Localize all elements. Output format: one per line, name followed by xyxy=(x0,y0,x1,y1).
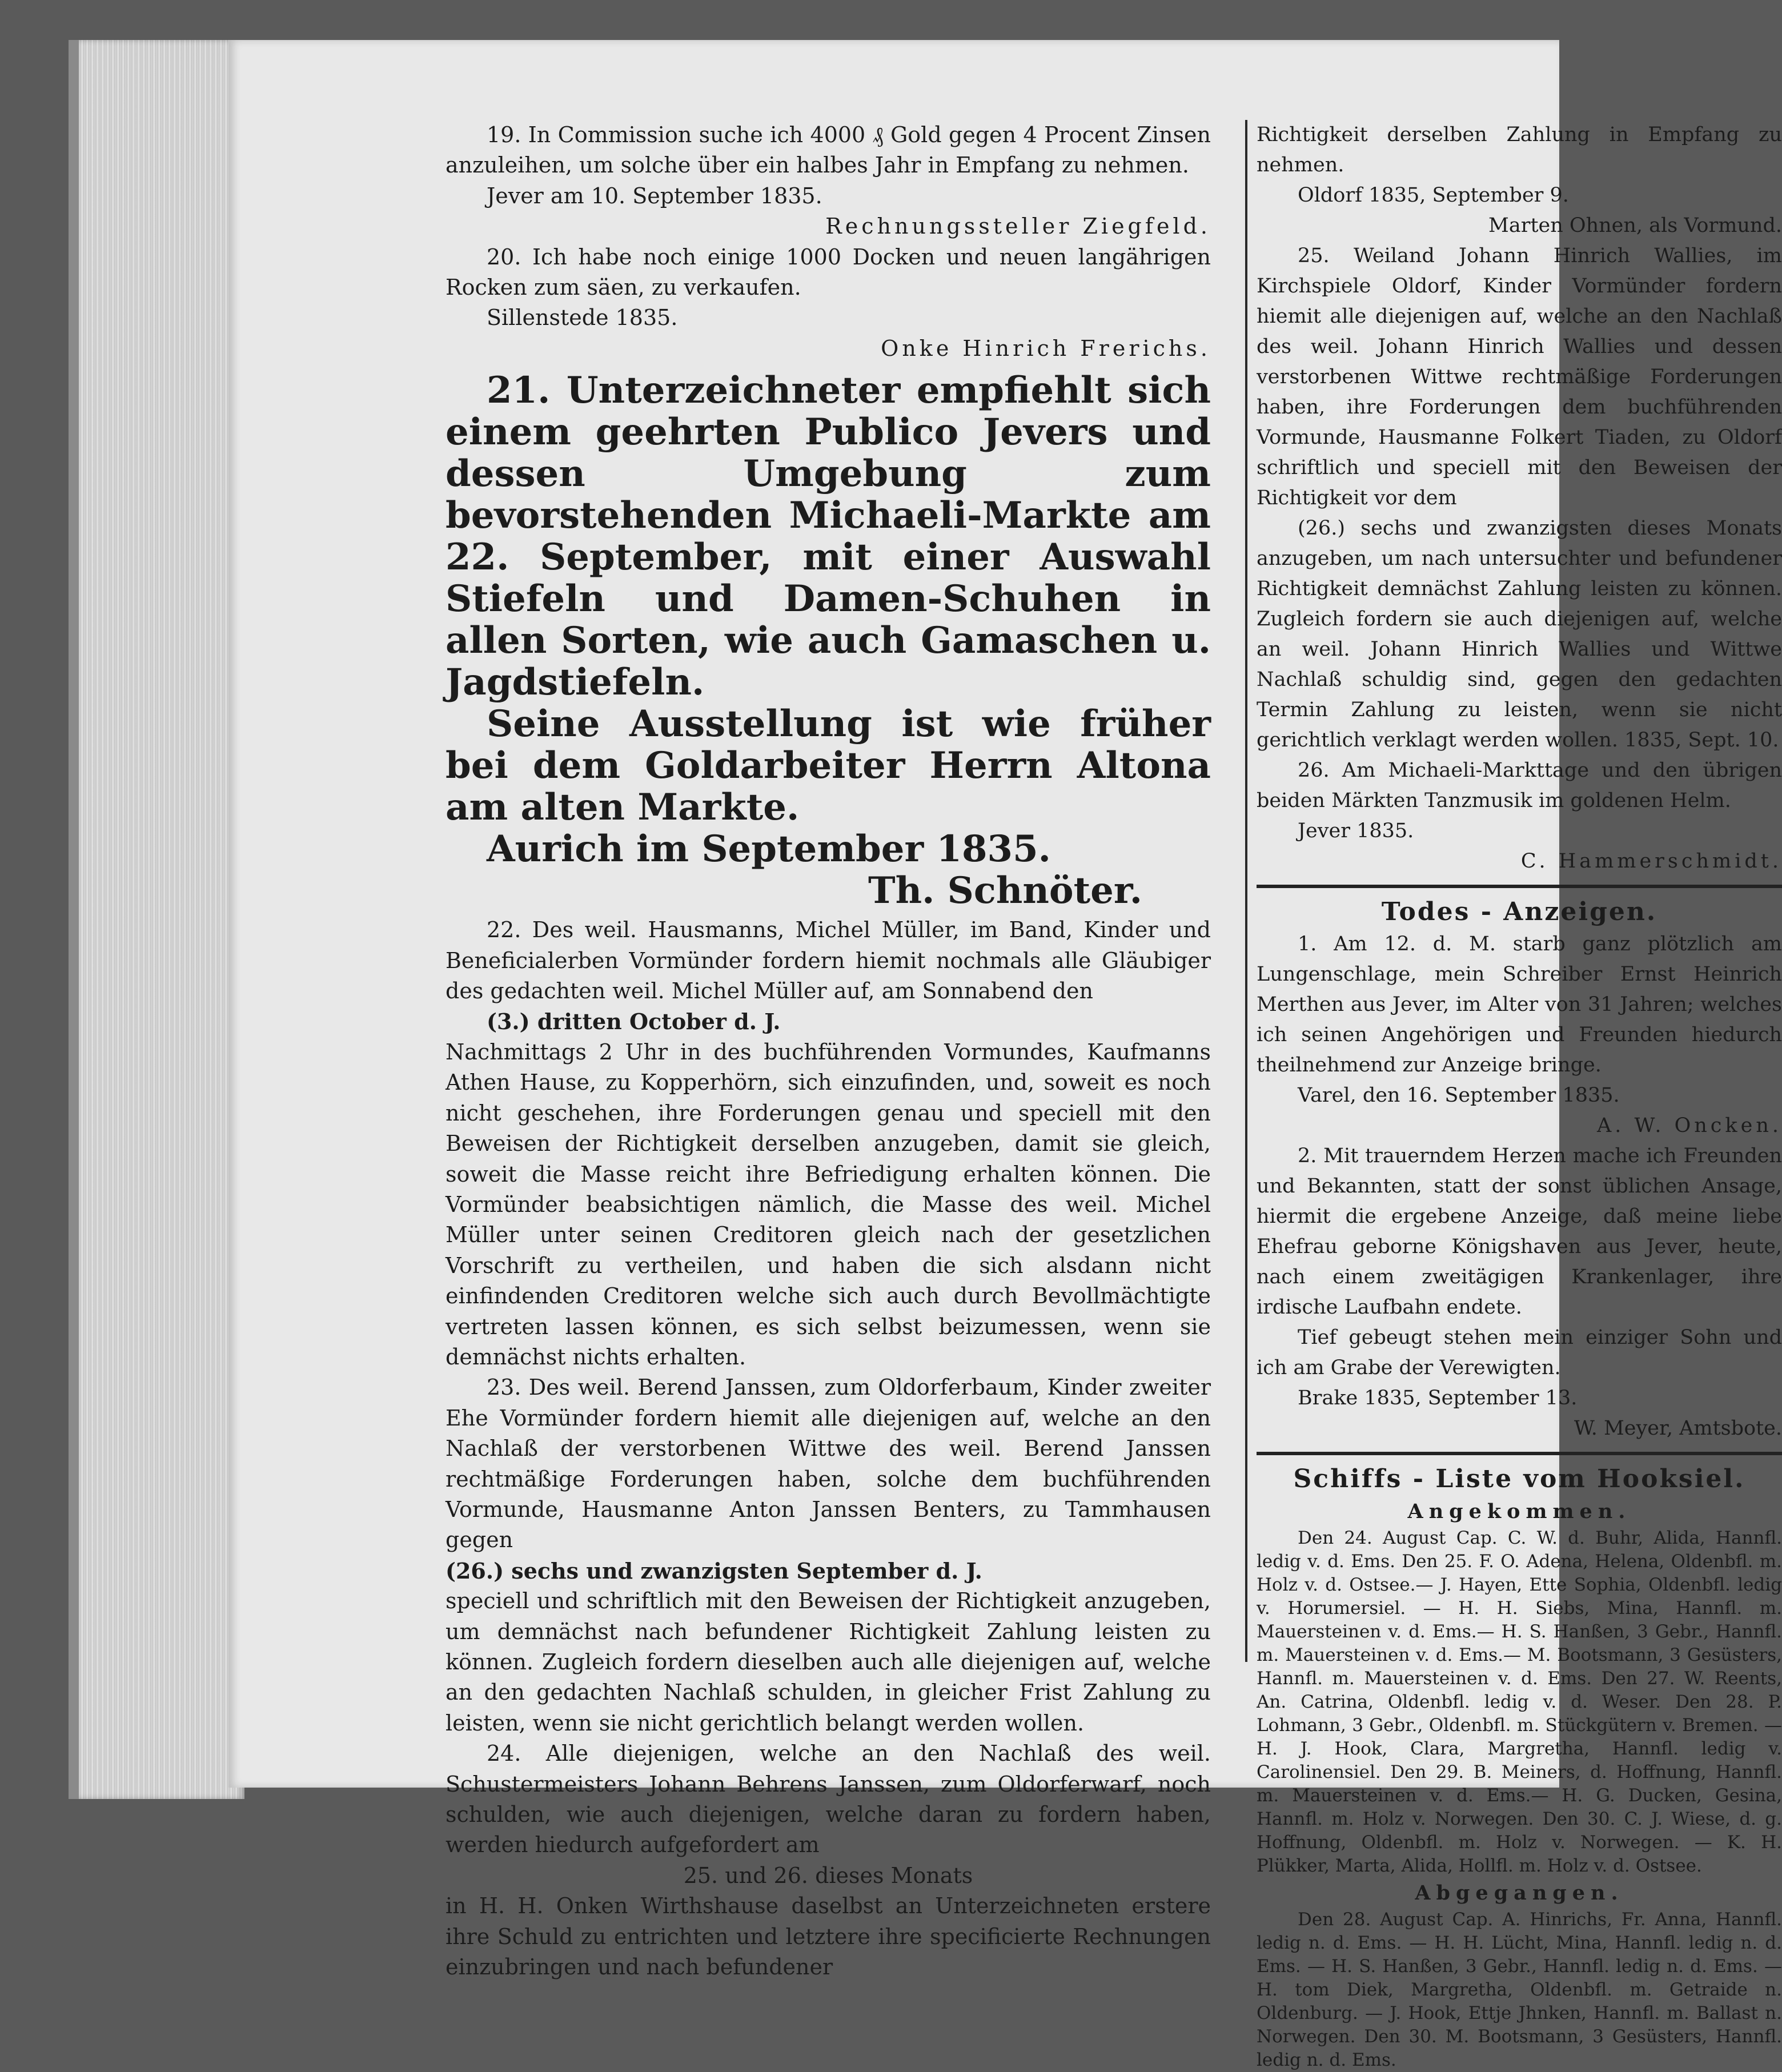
arrived-heading: Angekommen. xyxy=(1407,1500,1631,1523)
left-column xyxy=(446,120,1211,1982)
notice-26-signature: C. Hammerschmidt. xyxy=(1520,850,1782,873)
book-page-edges xyxy=(69,40,244,1799)
notice-19-place: Jever am 10. September 1835. xyxy=(487,183,822,208)
death-notice-2-place: Brake 1835, September 13. xyxy=(1298,1387,1578,1410)
death-notice-1-place: Varel, den 16. September 1835. xyxy=(1298,1084,1620,1107)
notice-20-signature: Onke Hinrich Frerichs. xyxy=(881,335,1211,361)
notice-23: 23. Des weil. Berend Janssen, zum Oldorferbaum, Kinder zweiter Ehe Vormünder fordern hiemit alle diejenigen auf, welche an den Nachlaß der verstorbenen Wittwe des weil. Berend Janssen rechtmäßige Forderungen haben, solche dem buchführenden Vormunde, Hausmanne Anton Janssen Benters, zu Tammhausen gegen xyxy=(446,1375,1211,1553)
section-rule xyxy=(1257,885,1782,888)
death-notice-1-signature: A. W. Oncken. xyxy=(1596,1114,1782,1137)
notice-19: 19. In Commission suche ich 4000 ₰ Gold gegen 4 Procent Zinsen anzuleihen, um solche über ein halbes Jahr in Empfang zu nehmen. xyxy=(446,122,1211,178)
notice-21-exhibition: Seine Ausstellung ist wie früher bei dem Goldarbeiter Herrn Altona am alten Markte. xyxy=(446,702,1211,829)
departed-list: Den 28. August Cap. A. Hinrichs, Fr. Anna, Hannfl. ledig n. d. Ems. — H. H. Lücht, Mina, Hannfl. ledig n. d. Ems. — H. S. Hanßen, 3 Gebr., Hannfl. ledig n. d. Ems. — H. tom Diek, Margretha, Oldenbfl. m. Getraide n. Oldenburg. — J. Hook, Ettje Jhnken, Hannfl. m. Ballast n. Norwegen. Den 30. M. Bootsmann, 3 Gesüsters, Hannfl. ledig n. d. Ems. xyxy=(1257,1909,1782,2070)
death-notice-1: 1. Am 12. d. M. starb ganz plötzlich am Lungenschlage, mein Schreiber Ernst Heinrich Merthen aus Jever, im Alter von 31 Jahren; welches ich seinen Angehörigen und Freunden hiedurch theilnehmend zur Anzeige bringe. xyxy=(1257,933,1782,1077)
notice-23-body: speciell und schriftlich mit den Beweisen der Richtigkeit anzugeben, um demnächst nach befundener Richtigkeit Zahlung leisten zu können. Zugleich fordern dieselben auch alle diejenigen auf, welche an den gedachten Nachlaß schulden, in gleicher Frist Zahlung zu leisten, wenn sie nicht gerichtlich belangt werden wollen. xyxy=(446,1588,1211,1736)
column-divider xyxy=(1245,120,1247,1662)
notice-21-place: Aurich im September 1835. xyxy=(487,828,1051,871)
arrived-list: Den 24. August Cap. C. W. d. Buhr, Alida, Hannfl. ledig v. d. Ems. Den 25. F. O. Adena, Helena, Oldenbfl. m. Holz v. d. Ostsee.— J. Hayen, Ette Sophia, Oldenbfl. ledig v. Horumersiel. — H. H. Siebs, Mina, Hannfl. m. Mauersteinen v. d. Ems.— H. S. Hanßen, 3 Gebr., Hannfl. m. Mauersteinen v. d. Ems.— M. Bootsmann, 3 Gesüsters, Hannfl. m. Mauersteinen v. d. Ems. Den 27. W. Reents, An. Catrina, Oldenbfl. ledig v. d. Weser. Den 28. P. Lohmann, 3 Gebr., Oldenbfl. m. Stückgütern v. Bremen. — H. J. Hook, Clara, Margretha, Hannfl. ledig v. Carolinensiel. Den 29. B. Meiners, d. Hoffnung, Hannfl. m. Mauersteinen v. d. Ems.— H. G. Ducken, Gesina, Hannfl. m. Holz v. Norwegen. Den 30. C. J. Wiese, d. g. Hoffnung, Oldenbfl. m. Holz v. Norwegen. — K. H. Plükker, Marta, Alida, Hollfl. m. Holz v. d. Ostsee. xyxy=(1257,1528,1782,1876)
notice-26: 26. Am Michaeli-Markttage und den übrigen beiden Märkten Tanzmusik im goldenen Helm. xyxy=(1257,759,1782,812)
right-column xyxy=(1257,120,1782,2072)
notice-22-date: (3.) dritten October d. J. xyxy=(487,1009,781,1035)
notice-25: 25. Weiland Johann Hinrich Wallies, im Kirchspiele Oldorf, Kinder Vormünder fordern hiemit alle diejenigen auf, welche an den Nachlaß des weil. Johann Hinrich Wallies und dessen verstorbenen Wittwe rechtmäßige Forderungen haben, ihre Forderungen dem buchführenden Vormunde, Hausmanne Folkert Tiaden, zu Oldorf schriftlich und speciell mit den Beweisen der Richtigkeit vor dem xyxy=(1257,244,1782,509)
deaths-heading: Todes - Anzeigen. xyxy=(1381,897,1657,926)
death-notice-2-signature: W. Meyer, Amtsbote. xyxy=(1574,1417,1782,1440)
notice-26-place: Jever 1835. xyxy=(1298,820,1414,842)
notice-22-body: Nachmittags 2 Uhr in des buchführenden Vormundes, Kaufmanns Athen Hause, zu Kopperhörn, sich einzufinden, und, soweit es noch nicht geschehen, ihre Forderungen genau und speciell mit den Beweisen der Richtigkeit derselben anzugeben, damit sie gleich, soweit die Masse reicht ihre Befriedigung erhalten können. Die Vormünder beabsichtigen nämlich, die Masse des weil. Michel Müller unter seinen Creditoren gleich nach der gesetzlichen Vorschrift zu vertheilen, und haben die sich alsdann nicht einfindenden Creditoren welche sich auch durch Bevollmächtigte vertreten lassen können, es sich selbst beizumessen, wenn sie demnächst nichts erhalten. xyxy=(446,1039,1211,1370)
notice-24-body: in H. H. Onken Wirthshause daselbst an Unterzeichneten erstere ihre Schuld zu entrichten und letztere ihre specificierte Rechnungen einzubringen und nach befundener xyxy=(446,1893,1211,1980)
ship-list-heading: Schiffs - Liste vom Hooksiel. xyxy=(1293,1464,1745,1493)
notice-21-advertisement: 21. Unterzeichneter empfiehlt sich einem geehrten Publico Jevers und dessen Umgebung zum bevorstehenden Michaeli-Markte am 22. September, mit einer Auswahl Stiefeln und Damen-Schuhen in allen Sorten, wie auch Gamaschen u. Jagdstiefeln. xyxy=(446,369,1211,704)
notice-20: 20. Ich habe noch einige 1000 Docken und neuen langährigen Rocken zum säen, zu verkaufen. xyxy=(446,244,1211,300)
notice-19-signature: Rechnungssteller Ziegfeld. xyxy=(825,214,1211,239)
notice-23-date: (26.) sechs und zwanzigsten September d. J. xyxy=(446,1557,982,1584)
section-rule xyxy=(1257,1452,1782,1455)
notice-22: 22. Des weil. Hausmanns, Michel Müller, im Band, Kinder und Beneficialerben Vormünder fordern hiemit nochmals alle Gläubiger des gedachten weil. Michel Müller auf, am Sonnabend den xyxy=(446,917,1211,1004)
death-notice-2: 2. Mit trauerndem Herzen mache ich Freunden und Bekannten, statt der sonst üblichen Ansage, hiermit die ergebene Anzeige, daß meine liebe Ehefrau geborne Königshaven aus Jever, heute, nach einem zweitägigen Krankenlager, ihre irdische Laufbahn endete. xyxy=(1257,1145,1782,1319)
notice-20-place: Sillenstede 1835. xyxy=(487,305,678,331)
notice-25-body: (26.) sechs und zwanzigsten dieses Monats anzugeben, um nach untersuchter und befundener Richtigkeit demnächst Zahlung leisten zu können. Zugleich fordern sie auch diejenigen auf, welche an weil. Johann Hinrich Wallies und Wittwe Nachlaß schuldig sind, gegen den gedachten Termin Zahlung zu leisten, wenn sie nicht gerichtlich verklagt werden wollen. 1835, Sept. 10. xyxy=(1257,517,1782,752)
notice-21-signature: Th. Schnöter. xyxy=(868,869,1142,913)
notice-continued-signature: Marten Ohnen, als Vormund. xyxy=(1488,214,1782,237)
notice-continued: Richtigkeit derselben Zahlung in Empfang zu nehmen. xyxy=(1257,123,1782,176)
departed-heading: Abgegangen. xyxy=(1415,1881,1624,1905)
notice-24: 24. Alle diejenigen, welche an den Nachlaß des weil. Schustermeisters Johann Behrens Janssen, zum Oldorferwarf, noch schulden, wie auch diejenigen, welche daran zu fordern haben, werden hiedurch aufgefordert am xyxy=(446,1741,1211,1858)
death-notice-2-mourning: Tief gebeugt stehen mein einziger Sohn und ich am Grabe der Verewigten. xyxy=(1257,1326,1782,1379)
notice-continued-place: Oldorf 1835, September 9. xyxy=(1298,184,1569,207)
newspaper-page xyxy=(228,40,1782,2070)
notice-24-date: 25. und 26. dieses Monats xyxy=(683,1862,973,1888)
